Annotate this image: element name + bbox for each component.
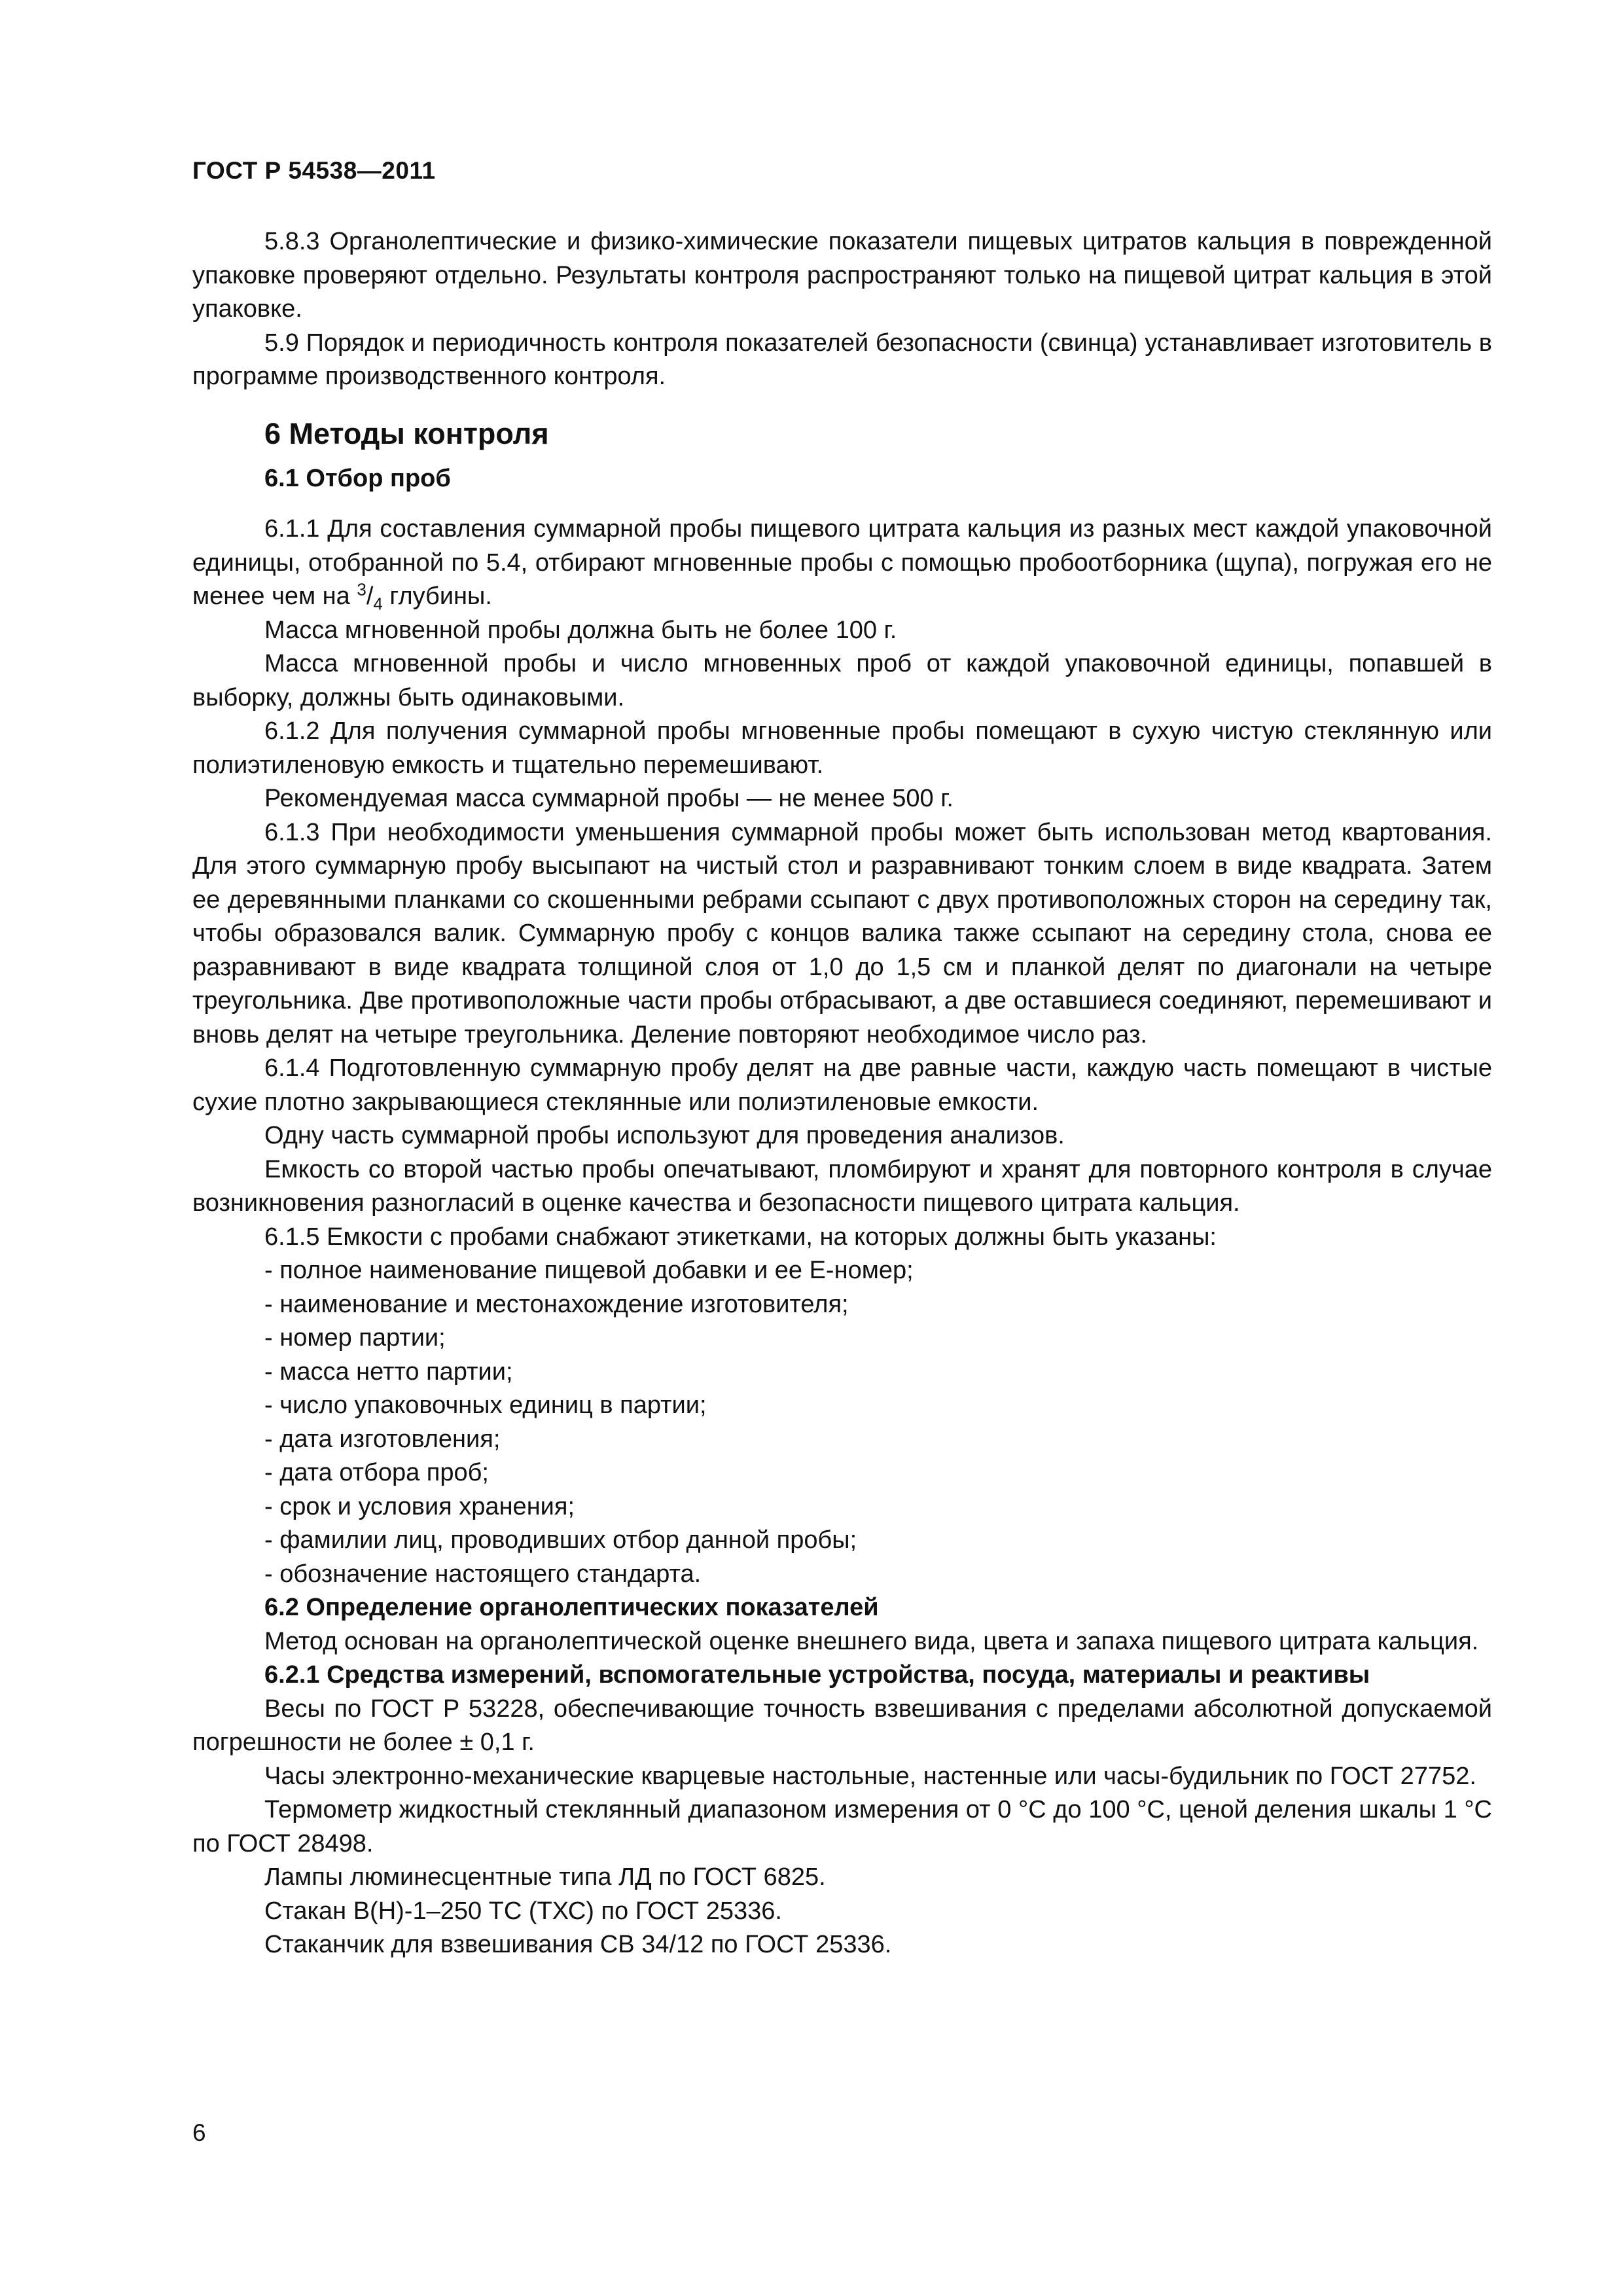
paragraph-6-1-1-text: 6.1.1 Для составления суммарной пробы пищевого цитрата кальция из разных мест каждой упаковочной единицы, отобранной по 5.4, отбирают мгновенные пробы с помощью пробоотборника (щупа), погружая его не менее чем на <box>192 515 1492 610</box>
paragraph-lamps: Лампы люминесцентные типа ЛД по ГОСТ 6825. <box>264 1863 826 1891</box>
paragraph-one-part: Одну часть суммарной пробы используют для проведения анализов. <box>264 1122 1065 1149</box>
paragraph-5-8-3: 5.8.3 Органолептические и физико-химические показатели пищевых цитратов кальция в поврежденной упаковке проверяют отдельно. Результаты контроля распространяют только на пищевой цитрат кальция в этой упаковке. <box>192 228 1492 323</box>
paragraph-6-1-2: 6.1.2 Для получения суммарной пробы мгновенные пробы помещают в сухую чистую стеклянную или полиэтиленовую емкость и тщательно перемешивают. <box>192 717 1492 779</box>
paragraph-weighing-cup: Стаканчик для взвешивания СВ 34/12 по ГОСТ 25336. <box>264 1931 892 1958</box>
document-body <box>192 225 1492 1962</box>
paragraph-second-part: Емкость со второй частью пробы опечатывают, пломбируют и хранят для повторного контроля в случае возникновения разногласий в оценке качества и безопасности пищевого цитрата кальция. <box>192 1155 1492 1217</box>
list-item: - дата изготовления; <box>264 1425 501 1453</box>
list-item: - срок и условия хранения; <box>264 1492 575 1520</box>
paragraph-6-1-5: 6.1.5 Емкости с пробами снабжают этикетками, на которых должны быть указаны: <box>264 1223 1217 1251</box>
list-item: - масса нетто партии; <box>264 1357 513 1386</box>
paragraph-thermometer: Термометр жидкостный стеклянный диапазоном измерения от 0 °С до 100 °С, ценой деления шкалы 1 °С по ГОСТ 28498. <box>192 1796 1492 1857</box>
subsection-title-6-2: 6.2 Определение органолептических показателей <box>264 1594 879 1621</box>
paragraph-mass-1: Масса мгновенной пробы должна быть не более 100 г. <box>264 616 897 644</box>
paragraph-6-2-method: Метод основан на органолептической оценке внешнего вида, цвета и запаха пищевого цитрата кальция. <box>264 1627 1479 1655</box>
list-item: - наименование и местонахождение изготовителя; <box>264 1290 849 1318</box>
paragraph-6-1-4: 6.1.4 Подготовленную суммарную пробу делят на две равные части, каждую часть помещают в чистые сухие плотно закрывающиеся стеклянные или полиэтиленовые емкости. <box>192 1054 1492 1116</box>
paragraph-clock: Часы электронно-механические кварцевые настольные, настенные или часы-будильник по ГОСТ 27752. <box>264 1762 1476 1790</box>
paragraph-recommended-mass: Рекомендуемая масса суммарной пробы — не менее 500 г. <box>264 785 954 812</box>
list-item: - полное наименование пищевой добавки и ее Е-номер; <box>264 1257 914 1284</box>
paragraph-5-9: 5.9 Порядок и периодичность контроля показателей безопасности (свинца) устанавливает изготовитель в программе производственного контроля. <box>192 329 1492 390</box>
list-item: - число упаковочных единиц в партии; <box>264 1391 707 1419</box>
paragraph-6-1-3: 6.1.3 При необходимости уменьшения суммарной пробы может быть использован метод квартования. Для этого суммарную пробу высыпают на чистый стол и разравнивают тонким слоем в виде квадрата. Затем ее деревянными планками со скошенными ребрами ссыпают с двух противоположных сторон на середину так, чтобы образовался валик. Суммарную пробу с концов валика также ссыпают на середину стола, снова ее разравнивают в виде квадрата толщиной слоя от 1,0 до 1,5 см и планкой делят по диагонали на четыре треугольника. Две противоположные части пробы отбрасывают, а две оставшиеся соединяют, перемешивают и вновь делят на четыре треугольника. Деление повторяют необходимое число раз. <box>192 818 1492 1049</box>
section-title-6: 6 Методы контроля <box>264 416 549 450</box>
subsection-title-6-2-1: 6.2.1 Средства измерений, вспомогательные устройства, посуда, материалы и реактивы <box>264 1661 1370 1689</box>
list-item: - фамилии лиц, проводивших отбор данной пробы; <box>264 1526 857 1554</box>
list-item: - дата отбора проб; <box>264 1459 489 1486</box>
paragraph-scales: Весы по ГОСТ Р 53228, обеспечивающие точность взвешивания с пределами абсолютной допускаемой погрешности не более ± 0,1 г. <box>192 1695 1492 1756</box>
label-requirements-list <box>192 1254 1492 1591</box>
list-item: - номер партии; <box>264 1324 446 1352</box>
list-item: - обозначение настоящего стандарта. <box>264 1560 702 1588</box>
paragraph-beaker: Стакан В(Н)-1–250 ТС (ТХС) по ГОСТ 25336. <box>264 1897 782 1925</box>
paragraph-mass-2: Масса мгновенной пробы и число мгновенных проб от каждой упаковочной единицы, попавшей в выборку, должны быть одинаковыми. <box>192 650 1492 711</box>
document-header-code: ГОСТ Р 54538—2011 <box>192 157 436 184</box>
fraction-three-quarters: $^3/_4$ <box>357 579 383 614</box>
paragraph-6-1-1: 6.1.1 Для составления суммарной пробы пищевого цитрата кальция из разных мест каждой упаковочной единицы, отобранной по 5.4, отбирают мгновенные пробы с помощью пробоотборника (щупа), погружая его не менее чем на $^3/_4$ глубины. <box>192 515 1492 614</box>
subsection-title-6-1: 6.1 Отбор проб <box>264 464 451 492</box>
page-number: 6 <box>192 2119 206 2146</box>
